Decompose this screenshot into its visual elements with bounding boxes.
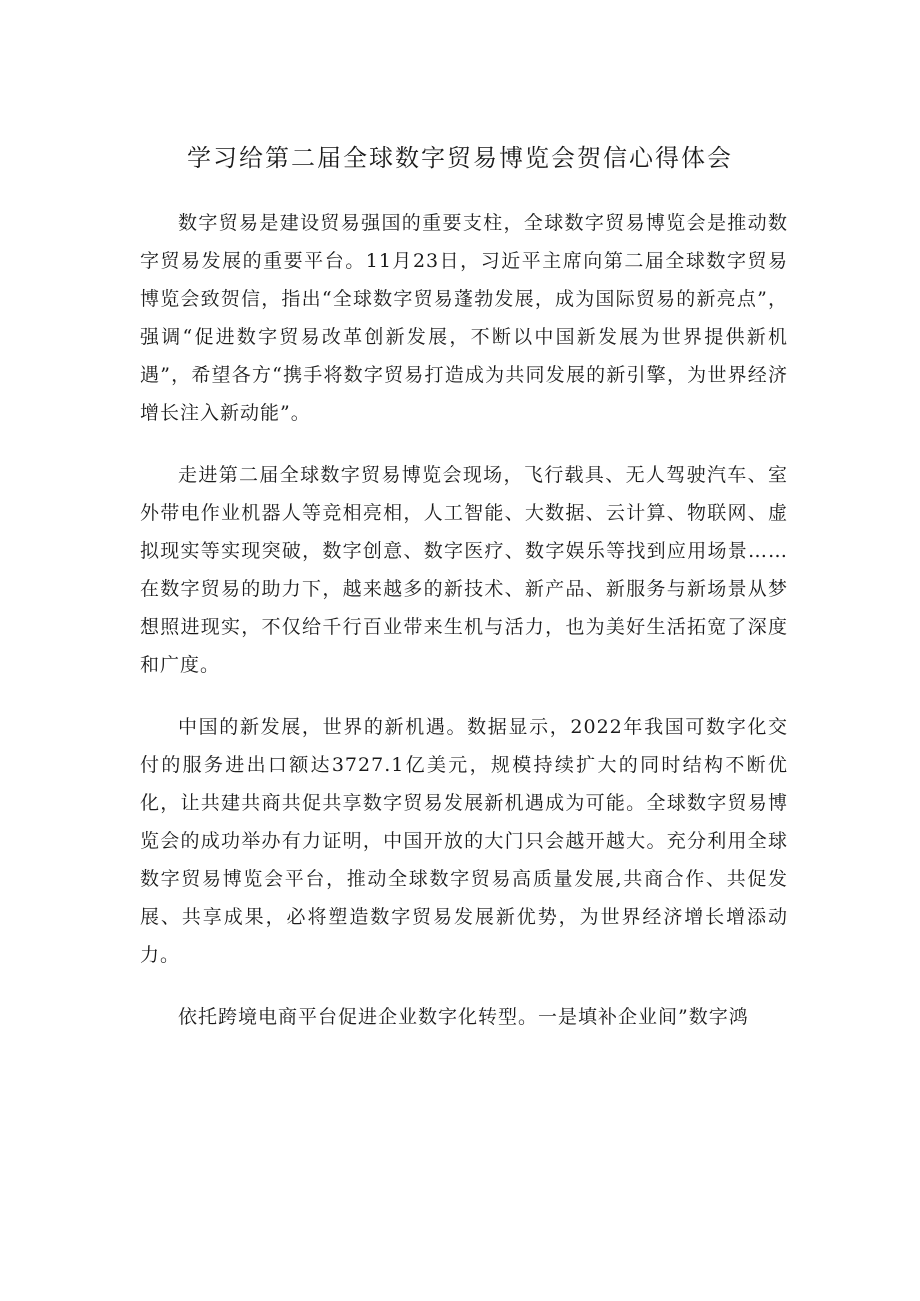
document-body (140, 204, 788, 1060)
page-title: 学习给第二届全球数字贸易博览会贺信心得体会 (187, 144, 733, 172)
paragraph-2: 走进第二届全球数字贸易博览会现场，飞行载具、无人驾驶汽车、室外带电作业机器人等竞相亮相，人工智能、大数据、云计算、物联网、虚拟现实等实现突破，数字创意、数字医疗、数字娱乐等找到应用场景……在数字贸易的助力下，越来越多的新技术、新产品、新服务与新场景从梦想照进现实，不仅给千行百业带来生机与活力，也为美好生活拓宽了深度和广度。 (140, 464, 788, 676)
paragraph-4: 依托跨境电商平台促进企业数字化转型。一是填补企业间”数字鸿 (178, 1006, 749, 1028)
paragraph-1: 数字贸易是建设贸易强国的重要支柱，全球数字贸易博览会是推动数字贸易发展的重要平台。11月23日，习近平主席向第二届全球数字贸易博览会致贺信，指出“全球数字贸易蓬勃发展，成为国际贸易的新亮点”，强调“促进数字贸易改革创新发展，不断以中国新发展为世界提供新机遇”，希望各方“携手将数字贸易打造成为共同发展的新引擎，为世界经济增长注入新动能”。 (140, 212, 788, 424)
paragraph-3: 中国的新发展，世界的新机遇。数据显示，2022年我国可数字化交付的服务进出口额达3727.1亿美元，规模持续扩大的同时结构不断优化，让共建共商共促共享数字贸易发展新机遇成为可能。全球数字贸易博览会的成功举办有力证明，中国开放的大门只会越开越大。充分利用全球数字贸易博览会平台，推动全球数字贸易高质量发展,共商合作、共促发展、共享成果，必将塑造数字贸易发展新优势，为世界经济增长增添动力。 (140, 716, 788, 966)
